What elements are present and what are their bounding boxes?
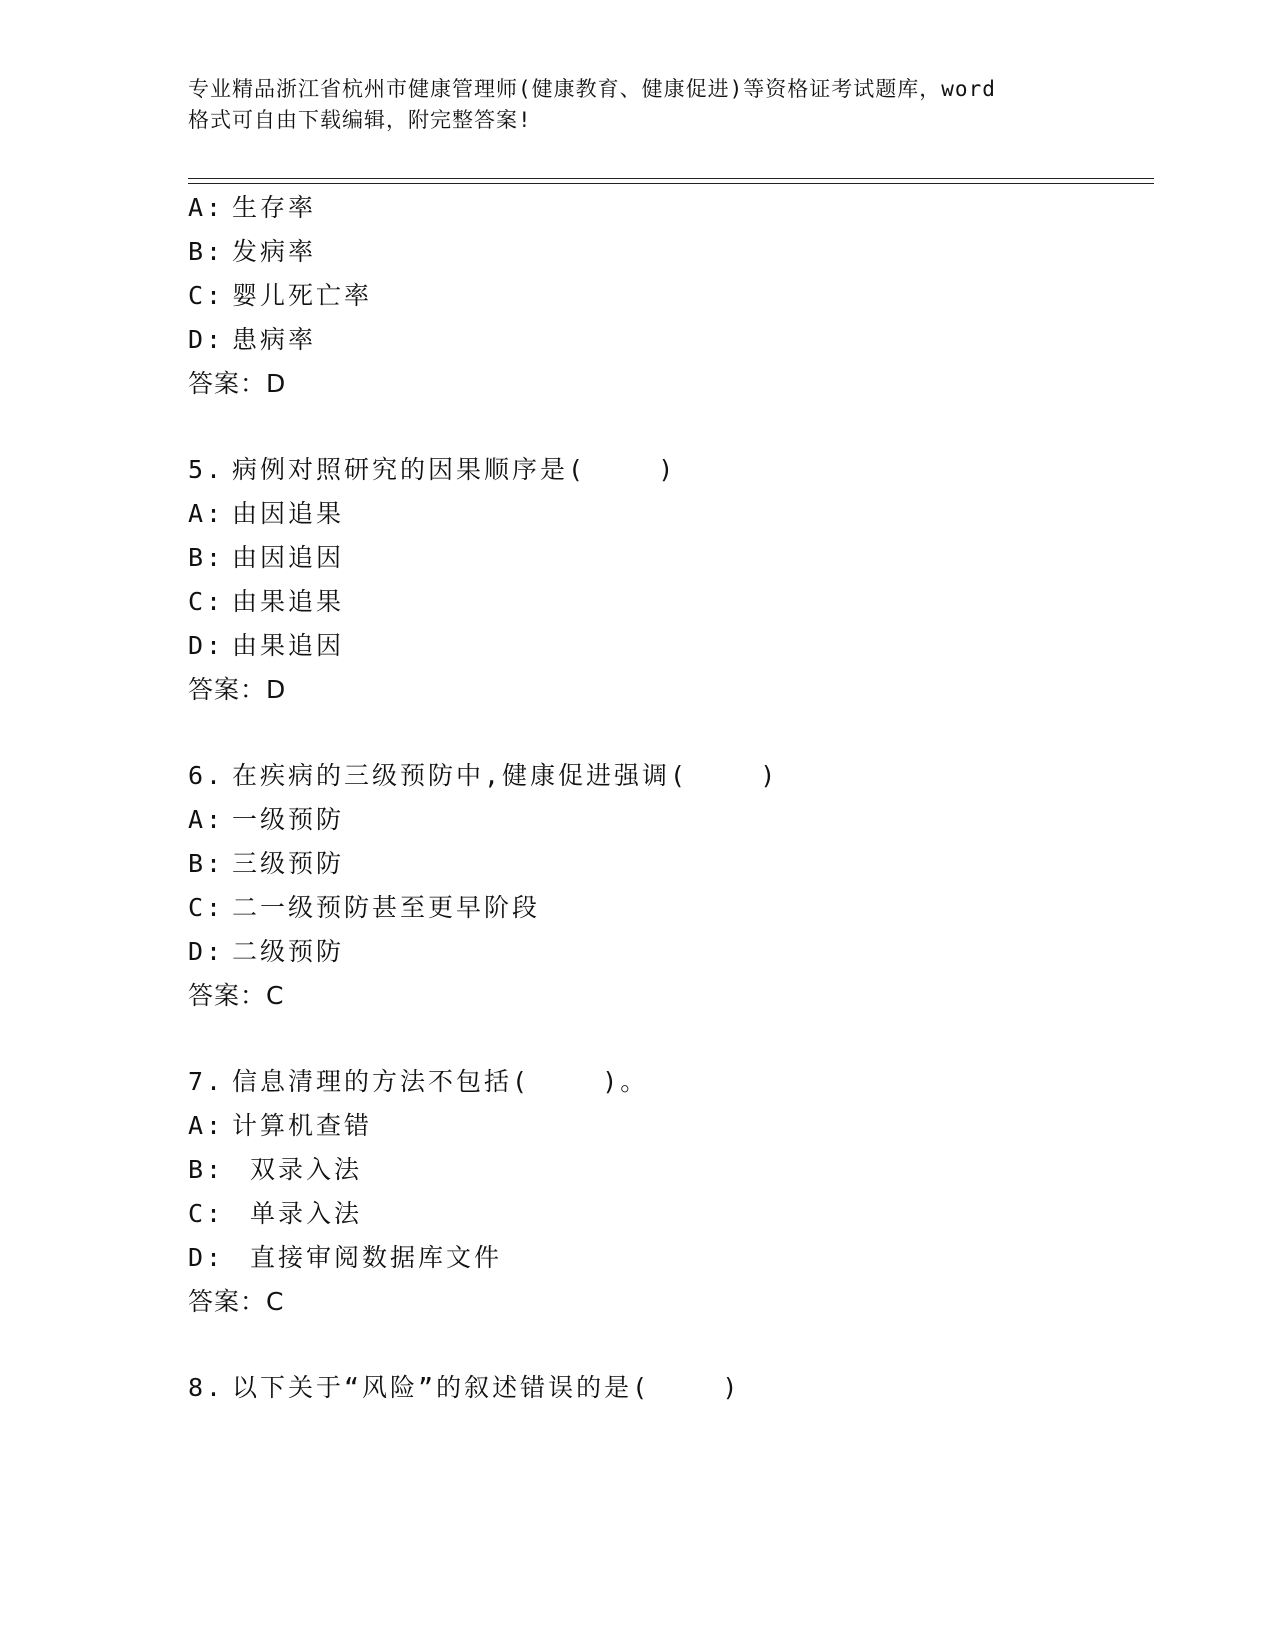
- q6-option-c: C: 二一级预防甚至更早阶段: [188, 893, 541, 922]
- q6-option-b: B: 三级预防: [188, 849, 345, 878]
- q4-option-a: A: 生存率: [188, 193, 317, 222]
- q5-stem: 5. 病例对照研究的因果顺序是( ): [188, 455, 677, 484]
- q4-option-d: D: 患病率: [188, 325, 317, 354]
- q5-answer: 答案：D: [188, 675, 287, 704]
- q7-option-d: D: 直接审阅数据库文件: [188, 1243, 503, 1272]
- q7-stem: 7. 信息清理的方法不包括( )。: [188, 1067, 649, 1096]
- q8-stem: 8. 以下关于“风险”的叙述错误的是( ): [188, 1373, 741, 1402]
- q4-option-c: C: 婴儿死亡率: [188, 281, 373, 310]
- q5-option-c: C: 由果追果: [188, 587, 345, 616]
- q7-answer: 答案：C: [188, 1287, 285, 1316]
- q7-option-a: A: 计算机查错: [188, 1111, 373, 1140]
- q4-answer: 答案：D: [188, 369, 287, 398]
- q5-option-d: D: 由果追因: [188, 631, 345, 660]
- q6-answer: 答案：C: [188, 981, 285, 1010]
- header-divider-top: [188, 178, 1154, 179]
- q6-option-d: D: 二级预防: [188, 937, 345, 966]
- q6-stem: 6. 在疾病的三级预防中,健康促进强调( ): [188, 761, 779, 790]
- q6-option-a: A: 一级预防: [188, 805, 345, 834]
- q4-option-b: B: 发病率: [188, 237, 317, 266]
- q7-option-b: B: 双录入法: [188, 1155, 363, 1184]
- document-header: [188, 74, 1088, 136]
- q7-option-c: C: 单录入法: [188, 1199, 363, 1228]
- header-line-1: 专业精品浙江省杭州市健康管理师(健康教育、健康促进)等资格证考试题库，word: [188, 77, 996, 101]
- q5-option-a: A: 由因追果: [188, 499, 345, 528]
- q5-option-b: B: 由因追因: [188, 543, 345, 572]
- header-line-2: 格式可自由下载编辑，附完整答案!: [188, 108, 532, 132]
- header-divider-bottom: [188, 183, 1154, 184]
